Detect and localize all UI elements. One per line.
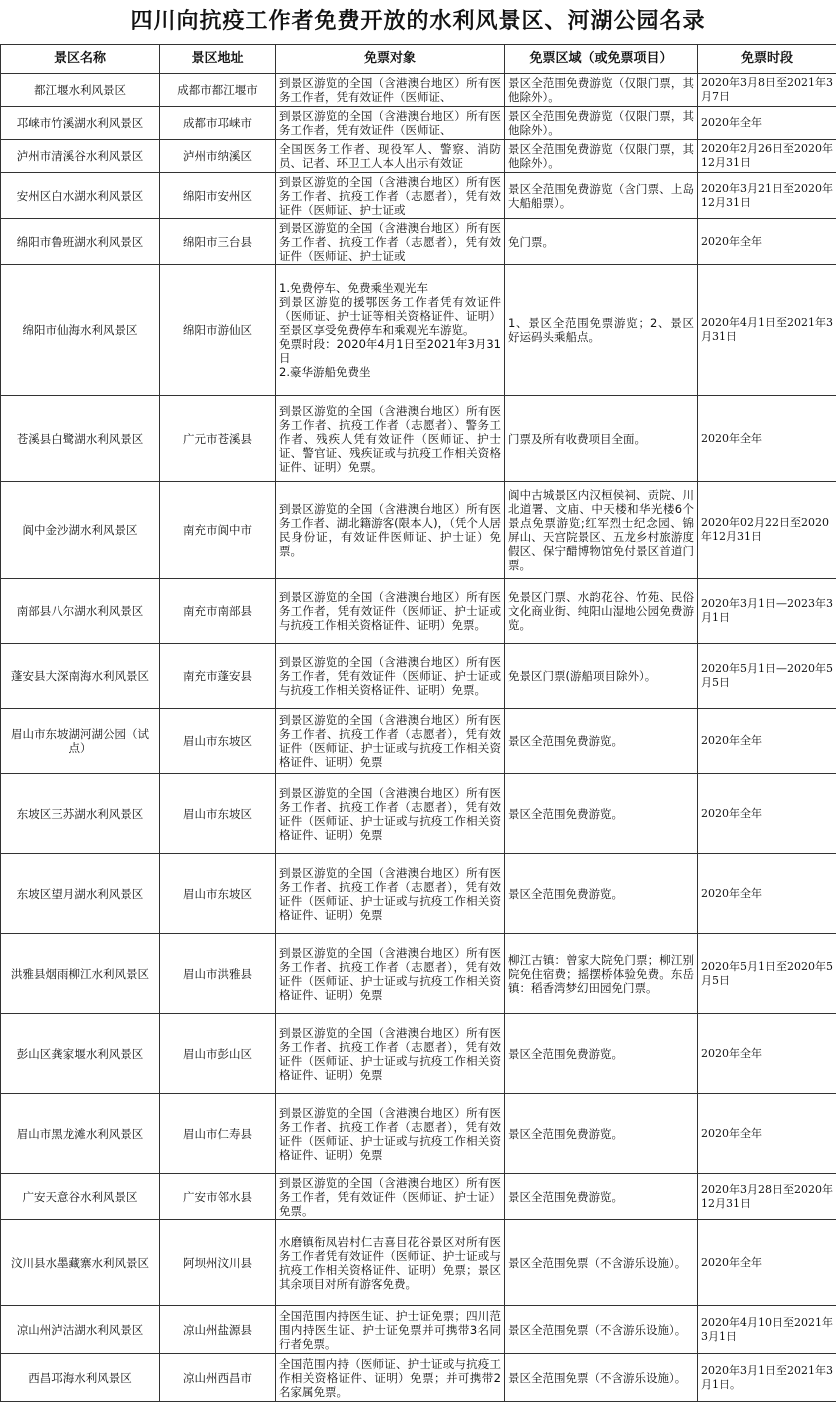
address-cell bbox=[160, 934, 276, 1014]
scenic-name-cell bbox=[1, 140, 160, 173]
table-row bbox=[1, 774, 836, 854]
target-cell bbox=[276, 482, 505, 579]
target-text: 到景区游览的全国（含港澳台地区）所有医务工作者、抗疫工作者（志愿者），凭有效证件（医师证、护士证或与抗疫工作相关资格证件、证明）免票 bbox=[279, 1106, 501, 1162]
area-text: 景区全范围免费游览。 bbox=[508, 1047, 694, 1061]
scenic-name-text: 蓬安县大深南海水利风景区 bbox=[4, 669, 156, 683]
area-cell bbox=[505, 219, 698, 265]
period-text: 2020年全年 bbox=[701, 432, 833, 446]
area-text: 景区全范围免票（不含游乐设施）。 bbox=[508, 1256, 694, 1270]
period-text: 2020年02月22日至2020年12月31日 bbox=[701, 516, 833, 544]
period-cell bbox=[698, 107, 836, 140]
address-cell bbox=[160, 173, 276, 219]
header-period: 免票时段 bbox=[698, 45, 836, 74]
period-cell bbox=[698, 173, 836, 219]
address-text: 眉山市彭山区 bbox=[163, 1047, 272, 1061]
scenic-name-text: 广安天意谷水利风景区 bbox=[4, 1190, 156, 1204]
address-cell bbox=[160, 482, 276, 579]
scenic-name-text: 安州区白水湖水利风景区 bbox=[4, 189, 156, 203]
target-cell bbox=[276, 644, 505, 709]
scenic-name-cell bbox=[1, 1174, 160, 1220]
target-text: 全国范围内持医生证、护士证免票；四川范围内持医生证、护士证免票并可携带3名同行者免票。 bbox=[279, 1309, 501, 1351]
period-cell bbox=[698, 482, 836, 579]
target-cell bbox=[276, 74, 505, 107]
period-cell bbox=[698, 140, 836, 173]
target-cell bbox=[276, 173, 505, 219]
target-cell bbox=[276, 140, 505, 173]
period-text: 2020年5月1日—2020年5月5日 bbox=[701, 662, 833, 690]
target-text: 到景区游览的全国（含港澳台地区）所有医务工作者、抗疫工作者（志愿者），凭有效证件（医师证、护士证或与抗疫工作相关资格证件、证明）免票 bbox=[279, 713, 501, 769]
table-header-row bbox=[1, 45, 836, 74]
scenic-name-text: 苍溪县白鹭湖水利风景区 bbox=[4, 432, 156, 446]
scenic-name-cell bbox=[1, 482, 160, 579]
period-text: 2020年3月1日至2021年3月1日。 bbox=[701, 1364, 833, 1392]
scenic-name-text: 凉山州泸沽湖水利风景区 bbox=[4, 1323, 156, 1337]
period-text: 2020年2月26日至2020年12月31日 bbox=[701, 142, 833, 170]
scenic-name-text: 南部县八尔湖水利风景区 bbox=[4, 604, 156, 618]
address-cell bbox=[160, 219, 276, 265]
target-text: 到景区游览的全国（含港澳台地区）所有医务工作者、抗疫工作者（志愿者），凭有效证件（医师证、护士证或与抗疫工作相关资格证件、证明）免票 bbox=[279, 786, 501, 842]
table-row bbox=[1, 579, 836, 644]
period-cell bbox=[698, 934, 836, 1014]
table-row bbox=[1, 854, 836, 934]
period-cell bbox=[698, 774, 836, 854]
period-cell bbox=[698, 396, 836, 482]
address-cell bbox=[160, 396, 276, 482]
scenic-name-text: 东坡区三苏湖水利风景区 bbox=[4, 807, 156, 821]
target-text: 到景区游览的全国（含港澳台地区）所有医务工作者、抗疫工作者（志愿者），凭有效证件（医师证、护士证或与抗疫工作相关资格证件、证明）免票 bbox=[279, 866, 501, 922]
area-cell bbox=[505, 74, 698, 107]
address-cell bbox=[160, 709, 276, 774]
period-text: 2020年全年 bbox=[701, 116, 833, 130]
target-cell bbox=[276, 934, 505, 1014]
scenic-name-cell bbox=[1, 173, 160, 219]
area-cell bbox=[505, 396, 698, 482]
address-text: 凉山州盐源县 bbox=[163, 1323, 272, 1337]
target-text: 到景区游览的全国（含港澳台地区）所有医务工作者、抗疫工作者（志愿者），凭有效证件（医师证、护士证或与抗疫工作相关资格证件、证明）免票 bbox=[279, 946, 501, 1002]
area-cell bbox=[505, 854, 698, 934]
area-text: 免景区门票(游船项目除外）。 bbox=[508, 669, 694, 683]
scenic-name-text: 汶川县水墨藏寨水利风景区 bbox=[4, 1256, 156, 1270]
period-cell bbox=[698, 1014, 836, 1094]
address-cell bbox=[160, 1306, 276, 1354]
address-text: 凉山州西昌市 bbox=[163, 1371, 272, 1385]
address-text: 眉山市洪雅县 bbox=[163, 967, 272, 981]
address-cell bbox=[160, 854, 276, 934]
scenic-name-cell bbox=[1, 774, 160, 854]
area-cell bbox=[505, 265, 698, 396]
scenic-name-cell bbox=[1, 265, 160, 396]
scenic-name-cell bbox=[1, 709, 160, 774]
target-cell bbox=[276, 774, 505, 854]
target-text: 到景区游览的全国（含港澳台地区）所有医务工作者、抗疫工作者（志愿者），凭有效证件（医师证、护士证或 bbox=[279, 175, 501, 217]
address-text: 眉山市东坡区 bbox=[163, 807, 272, 821]
period-cell bbox=[698, 644, 836, 709]
area-text: 景区全范围免费游览。 bbox=[508, 734, 694, 748]
address-cell bbox=[160, 1094, 276, 1174]
scenic-name-cell bbox=[1, 579, 160, 644]
area-text: 景区全范围免费游览（含门票、上岛大船船票）。 bbox=[508, 182, 694, 210]
period-text: 2020年全年 bbox=[701, 1127, 833, 1141]
address-text: 成都市都江堰市 bbox=[163, 83, 272, 97]
target-text: 全国医务工作者、现役军人、警察、消防员、记者、环卫工人本人出示有效证 bbox=[279, 142, 501, 170]
area-text: 门票及所有收费项目全面。 bbox=[508, 432, 694, 446]
table-row bbox=[1, 107, 836, 140]
period-cell bbox=[698, 1094, 836, 1174]
address-text: 泸州市纳溪区 bbox=[163, 149, 272, 163]
target-cell bbox=[276, 1220, 505, 1306]
scenic-name-text: 眉山市东坡湖河湖公园（试点） bbox=[4, 727, 156, 755]
address-text: 南充市南部县 bbox=[163, 604, 272, 618]
target-cell bbox=[276, 265, 505, 396]
header-target: 免票对象 bbox=[276, 45, 505, 74]
area-text: 免景区门票、水韵花谷、竹苑、民俗文化商业街、纯阳山湿地公园免费游览。 bbox=[508, 590, 694, 632]
area-text: 景区全范围免费游览（仅限门票，其他除外）。 bbox=[508, 142, 694, 170]
scenic-name-text: 彭山区龚家堰水利风景区 bbox=[4, 1047, 156, 1061]
period-text: 2020年全年 bbox=[701, 1047, 833, 1061]
scenic-name-text: 泸州市清溪谷水利风景区 bbox=[4, 149, 156, 163]
area-cell bbox=[505, 173, 698, 219]
target-cell bbox=[276, 1306, 505, 1354]
address-text: 眉山市仁寿县 bbox=[163, 1127, 272, 1141]
table-row bbox=[1, 1094, 836, 1174]
address-text: 绵阳市安州区 bbox=[163, 189, 272, 203]
address-text: 南充市蓬安县 bbox=[163, 669, 272, 683]
period-cell bbox=[698, 709, 836, 774]
period-text: 2020年全年 bbox=[701, 887, 833, 901]
target-text: 到景区游览的全国（含港澳台地区）所有医务工作者、抗疫工作者（志愿者）、警务工作者、残疾人凭有效证件（医师证、护士证、警官证、残疾证或与抗疫工作相关资格证件、证明）免票。 bbox=[279, 404, 501, 474]
address-cell bbox=[160, 1220, 276, 1306]
table-row bbox=[1, 644, 836, 709]
scenic-name-text: 东坡区望月湖水利风景区 bbox=[4, 887, 156, 901]
address-text: 阿坝州汶川县 bbox=[163, 1256, 272, 1270]
scenic-name-text: 西昌邛海水利风景区 bbox=[4, 1371, 156, 1385]
target-text: 到景区游览的全国（含港澳台地区）所有医务工作者，凭有效证件（医师证、 bbox=[279, 76, 501, 104]
target-text: 到景区游览的全国（含港澳台地区）所有医务工作者、抗疫工作者（志愿者），凭有效证件（医师证、护士证或 bbox=[279, 221, 501, 263]
header-name: 景区名称 bbox=[1, 45, 160, 74]
table-row bbox=[1, 140, 836, 173]
address-cell bbox=[160, 140, 276, 173]
scenic-name-cell bbox=[1, 1014, 160, 1094]
address-text: 绵阳市游仙区 bbox=[163, 323, 272, 337]
target-cell bbox=[276, 396, 505, 482]
scenic-name-cell bbox=[1, 644, 160, 709]
address-cell bbox=[160, 579, 276, 644]
area-text: 1、景区全范围免票游览；2、景区好运码头乘船点。 bbox=[508, 316, 694, 344]
area-cell bbox=[505, 1094, 698, 1174]
target-cell bbox=[276, 1094, 505, 1174]
scenic-name-cell bbox=[1, 934, 160, 1014]
address-cell bbox=[160, 644, 276, 709]
period-text: 2020年5月1日至2020年5月5日 bbox=[701, 960, 833, 988]
area-text: 景区全范围免费游览（仅限门票，其他除外）。 bbox=[508, 109, 694, 137]
area-cell bbox=[505, 1306, 698, 1354]
scenic-name-text: 邛崃市竹溪湖水利风景区 bbox=[4, 116, 156, 130]
area-text: 景区全范围免费游览。 bbox=[508, 1190, 694, 1204]
scenic-name-cell bbox=[1, 396, 160, 482]
area-text: 柳江古镇：曾家大院免门票；柳江别院免住宿费；摇摆桥体验免费。东岳镇：稻香湾梦幻田园免门票。 bbox=[508, 953, 694, 995]
area-cell bbox=[505, 579, 698, 644]
period-cell bbox=[698, 1220, 836, 1306]
period-text: 2020年全年 bbox=[701, 1256, 833, 1270]
period-text: 2020年全年 bbox=[701, 807, 833, 821]
address-cell bbox=[160, 107, 276, 140]
target-cell bbox=[276, 854, 505, 934]
scenic-name-cell bbox=[1, 74, 160, 107]
period-text: 2020年3月28日至2020年12月31日 bbox=[701, 1183, 833, 1211]
area-cell bbox=[505, 140, 698, 173]
table-body bbox=[1, 74, 836, 1402]
area-cell bbox=[505, 934, 698, 1014]
area-cell bbox=[505, 644, 698, 709]
address-cell bbox=[160, 74, 276, 107]
header-address: 景区地址 bbox=[160, 45, 276, 74]
period-text: 2020年全年 bbox=[701, 734, 833, 748]
address-cell bbox=[160, 1014, 276, 1094]
table-row bbox=[1, 1174, 836, 1220]
area-cell bbox=[505, 1014, 698, 1094]
scenic-name-text: 眉山市黑龙滩水利风景区 bbox=[4, 1127, 156, 1141]
scenic-name-text: 阆中金沙湖水利风景区 bbox=[4, 523, 156, 537]
target-text: 到景区游览的全国（含港澳台地区）所有医务工作者，凭有效证件（医师证、 bbox=[279, 109, 501, 137]
address-text: 广安市邻水县 bbox=[163, 1190, 272, 1204]
area-text: 免门票。 bbox=[508, 235, 694, 249]
table-row bbox=[1, 1014, 836, 1094]
address-cell bbox=[160, 774, 276, 854]
scenic-area-table bbox=[0, 44, 836, 1402]
address-text: 眉山市东坡区 bbox=[163, 887, 272, 901]
scenic-name-text: 绵阳市鲁班湖水利风景区 bbox=[4, 235, 156, 249]
area-cell bbox=[505, 107, 698, 140]
target-text: 到景区游览的全国（含港澳台地区）所有医务工作者、湖北籍游客(限本人)，（凭个人居民身份证，有效证件医师证、护士证）免票。 bbox=[279, 502, 501, 558]
period-text: 2020年3月8日至2021年3月7日 bbox=[701, 76, 833, 104]
target-text: 1.免费停车、免费乘坐观光车 到景区游览的援鄂医务工作者凭有效证件（医师证、护士证等相关资格证件、证明）至景区享受免费停车和乘观光车游览。 免票时段：2020年4月1日至2021年3月31日 2.豪华游船免费坐 bbox=[279, 281, 501, 379]
area-text: 景区全范围免费游览。 bbox=[508, 807, 694, 821]
scenic-name-cell bbox=[1, 1306, 160, 1354]
table-row bbox=[1, 74, 836, 107]
period-cell bbox=[698, 579, 836, 644]
period-cell bbox=[698, 1354, 836, 1402]
area-cell bbox=[505, 1220, 698, 1306]
scenic-name-cell bbox=[1, 854, 160, 934]
address-text: 广元市苍溪县 bbox=[163, 432, 272, 446]
area-cell bbox=[505, 774, 698, 854]
period-text: 2020年3月1日—2023年3月1日 bbox=[701, 597, 833, 625]
table-row bbox=[1, 396, 836, 482]
address-cell bbox=[160, 1174, 276, 1220]
target-cell bbox=[276, 709, 505, 774]
area-text: 景区全范围免票（不含游乐设施）。 bbox=[508, 1323, 694, 1337]
area-text: 阆中古城景区内汉桓侯祠、贡院、川北道署、文庙、中天楼和华光楼6个景点免票游览;红军烈士纪念园、锦屏山、天宫院景区、五龙乡村旅游度假区、保宁醋博物馆免付景区首道门票。 bbox=[508, 488, 694, 572]
table-row bbox=[1, 173, 836, 219]
area-text: 景区全范围免费游览。 bbox=[508, 887, 694, 901]
scenic-name-cell bbox=[1, 1220, 160, 1306]
period-cell bbox=[698, 265, 836, 396]
table-row bbox=[1, 1354, 836, 1402]
target-text: 水磨镇衔凤岩村仁吉喜目花谷景区对所有医务工作者凭有效证件（医师证、护士证或与抗疫工作相关资格证件、证明）免票；景区其余项目对所有游客免费。 bbox=[279, 1235, 501, 1291]
target-cell bbox=[276, 1174, 505, 1220]
area-text: 景区全范围免费游览。 bbox=[508, 1127, 694, 1141]
table-row bbox=[1, 709, 836, 774]
target-text: 到景区游览的全国（含港澳台地区）所有医务工作者，凭有效证件（医师证、护士证）免票。 bbox=[279, 1176, 501, 1218]
target-cell bbox=[276, 107, 505, 140]
scenic-name-cell bbox=[1, 1354, 160, 1402]
target-text: 全国范围内持（医师证、护士证或与抗疫工作相关资格证件、证明）免票；并可携带2名家属免票。 bbox=[279, 1357, 501, 1399]
scenic-name-text: 都江堰水利风景区 bbox=[4, 83, 156, 97]
period-cell bbox=[698, 854, 836, 934]
target-text: 到景区游览的全国（含港澳台地区）所有医务工作者，凭有效证件（医师证、护士证或与抗疫工作相关资格证件、证明）免票。 bbox=[279, 590, 501, 632]
target-cell bbox=[276, 1354, 505, 1402]
period-text: 2020年4月1日至2021年3月31日 bbox=[701, 316, 833, 344]
period-text: 2020年4月10日至2021年3月1日 bbox=[701, 1316, 833, 1344]
scenic-name-cell bbox=[1, 1094, 160, 1174]
area-cell bbox=[505, 1354, 698, 1402]
period-cell bbox=[698, 219, 836, 265]
header-area: 免票区域（或免票项目） bbox=[505, 45, 698, 74]
address-text: 眉山市东坡区 bbox=[163, 734, 272, 748]
page-title: 四川向抗疫工作者免费开放的水利风景区、河湖公园名录 bbox=[0, 0, 836, 44]
table-row bbox=[1, 219, 836, 265]
scenic-name-cell bbox=[1, 107, 160, 140]
table-row bbox=[1, 265, 836, 396]
scenic-name-text: 绵阳市仙海水利风景区 bbox=[4, 323, 156, 337]
area-cell bbox=[505, 482, 698, 579]
address-text: 成都市邛崃市 bbox=[163, 116, 272, 130]
period-cell bbox=[698, 1174, 836, 1220]
area-cell bbox=[505, 709, 698, 774]
period-cell bbox=[698, 74, 836, 107]
table-row bbox=[1, 1220, 836, 1306]
period-cell bbox=[698, 1306, 836, 1354]
scenic-name-text: 洪雅县烟雨柳江水利风景区 bbox=[4, 967, 156, 981]
address-text: 绵阳市三台县 bbox=[163, 235, 272, 249]
area-text: 景区全范围免费游览（仅限门票，其他除外）。 bbox=[508, 76, 694, 104]
table-row bbox=[1, 482, 836, 579]
target-text: 到景区游览的全国（含港澳台地区）所有医务工作者，凭有效证件（医师证、护士证或与抗疫工作相关资格证件、证明）免票。 bbox=[279, 655, 501, 697]
target-text: 到景区游览的全国（含港澳台地区）所有医务工作者、抗疫工作者（志愿者），凭有效证件（医师证、护士证或与抗疫工作相关资格证件、证明）免票 bbox=[279, 1026, 501, 1082]
target-cell bbox=[276, 219, 505, 265]
period-text: 2020年3月21日至2020年12月31日 bbox=[701, 182, 833, 210]
target-cell bbox=[276, 579, 505, 644]
table-row bbox=[1, 1306, 836, 1354]
table-row bbox=[1, 934, 836, 1014]
address-cell bbox=[160, 1354, 276, 1402]
area-cell bbox=[505, 1174, 698, 1220]
target-cell bbox=[276, 1014, 505, 1094]
scenic-name-cell bbox=[1, 219, 160, 265]
address-cell bbox=[160, 265, 276, 396]
address-text: 南充市阆中市 bbox=[163, 523, 272, 537]
area-text: 景区全范围免票（不含游乐设施）。 bbox=[508, 1371, 694, 1385]
period-text: 2020年全年 bbox=[701, 235, 833, 249]
